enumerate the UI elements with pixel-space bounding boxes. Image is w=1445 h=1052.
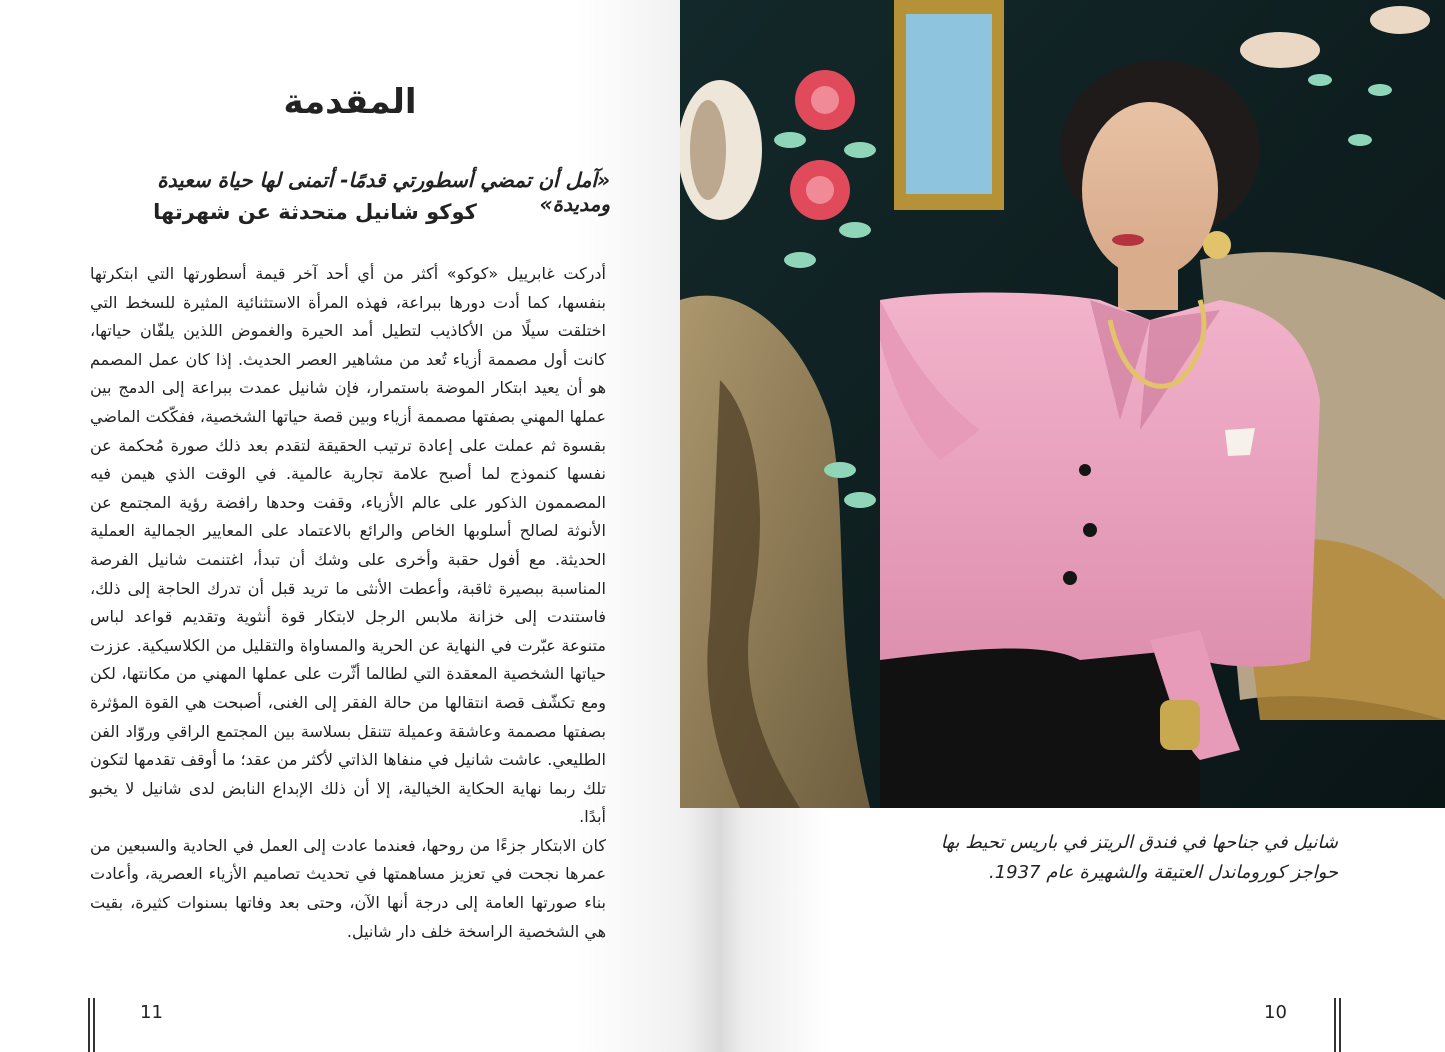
portrait-photo (680, 0, 1445, 808)
left-page (0, 0, 722, 1052)
page-rule (93, 998, 95, 1052)
paragraph: أدركت غابرييل «كوكو» أكثر من أي أحد آخر قيمة أسطورتها التي ابتكرتها بنفسها، كما أدت دورها ببراعة، فهذه المرأة الاستثنائية المثيرة للسخط التي اختلقت سيلًا من الأكاذيب لتطيل أمد الحيرة والغموض اللذين يلفّان حياتها، كانت أول مصممة أزياء تُعد من مشاهير العصر الحديث. إذا كان عمل المصمم هو أن يعيد ابتكار الموضة باستمرار، فإن شانيل عمدت ببراعة إلى الدمج بين عملها المهني بصفتها مصممة أزياء وبين قصة حياتها الشخصية، ففكّكت الماضي بقسوة ثم عملت على إعادة ترتيب الحقيقة لتقدم بعد ذلك صورة مُحكمة عن نفسها كنموذج لما أصبح علامة تجارية عالمية. في الوقت الذي هيمن فيه المصممون الذكور على عالم الأزياء، وقفت وحدها رافضة رؤية المجتمع عن الأنوثة لصالح أسلوبها الخاص والرائع بالاعتماد على المعايير الجمالية العملية الحديثة. مع أفول حقبة وأخرى على وشك أن تبدأ، اغتنمت شانيل الفرصة المناسبة ببصيرة ثاقبة، وأعطت الأنثى ما تريد قبل أن تدرك الحاجة إلى ذلك، فاستندت إلى خزانة ملابس الرجل لابتكار قوة أنثوية وتقديم قواعد لباس متنوعة عبّرت في النهاية عن الحرية والمساواة والتقليل من الكلاسيكية. عززت حياتها الشخصية المعقدة التي لطالما أثّرت على عملها المهني من مكانتها، لكن ومع تكشّف قصة انتقالها من حالة الفقر إلى الغنى، أصبحت هي القوة المؤثرة بصفتها مصممة وعاشقة وعميلة تتنقل بسلاسة بين المجتمع الراقي وروّاد الفن الطليعي. عاشت شانيل في منفاها الذاتي لأكثر من عقد؛ ما أوقف تقدمها لتكون تلك ربما نهاية الحكاية الخيالية، إلا أن ذلك الإبداع النابض لدى شانيل لا يخبو أبدًا. (90, 264, 606, 827)
page-rule (1339, 998, 1341, 1052)
epigraph-quote: «آمل أن تمضي أسطورتي قدمًا- أتمنى لها حياة سعيدة ومديدة» (157, 168, 610, 216)
page-rule (88, 998, 90, 1052)
page-number: 11 (140, 1002, 163, 1023)
page-rule (1334, 998, 1336, 1052)
paragraph: كان الابتكار جزءًا من روحها، فعندما عادت إلى العمل في الحادية والسبعين من عمرها نجحت في تعزيز مساهمتها في تحديث تصاميم الأزياء العصرية، وأعادت بناء صورتها العامة إلى درجة أنها الآن، وحتى بعد وفاتها بسنوات كثيرة، بقيت هي الشخصية الراسخة خلف دار شانيل. (90, 835, 606, 941)
photo-caption: شانيل في جناحها في فندق الريتز في باريس تحيط بها حواجز كوروماندل العتيقة والشهيرة عام 1937. (940, 832, 1338, 883)
portrait-illustration (680, 0, 1445, 808)
page-number: 10 (1264, 1002, 1287, 1023)
epigraph-attribution: كوكو شانيل متحدثة عن شهرتها (153, 200, 477, 224)
body-text (90, 260, 606, 946)
chapter-title: المقدمة (283, 82, 417, 122)
